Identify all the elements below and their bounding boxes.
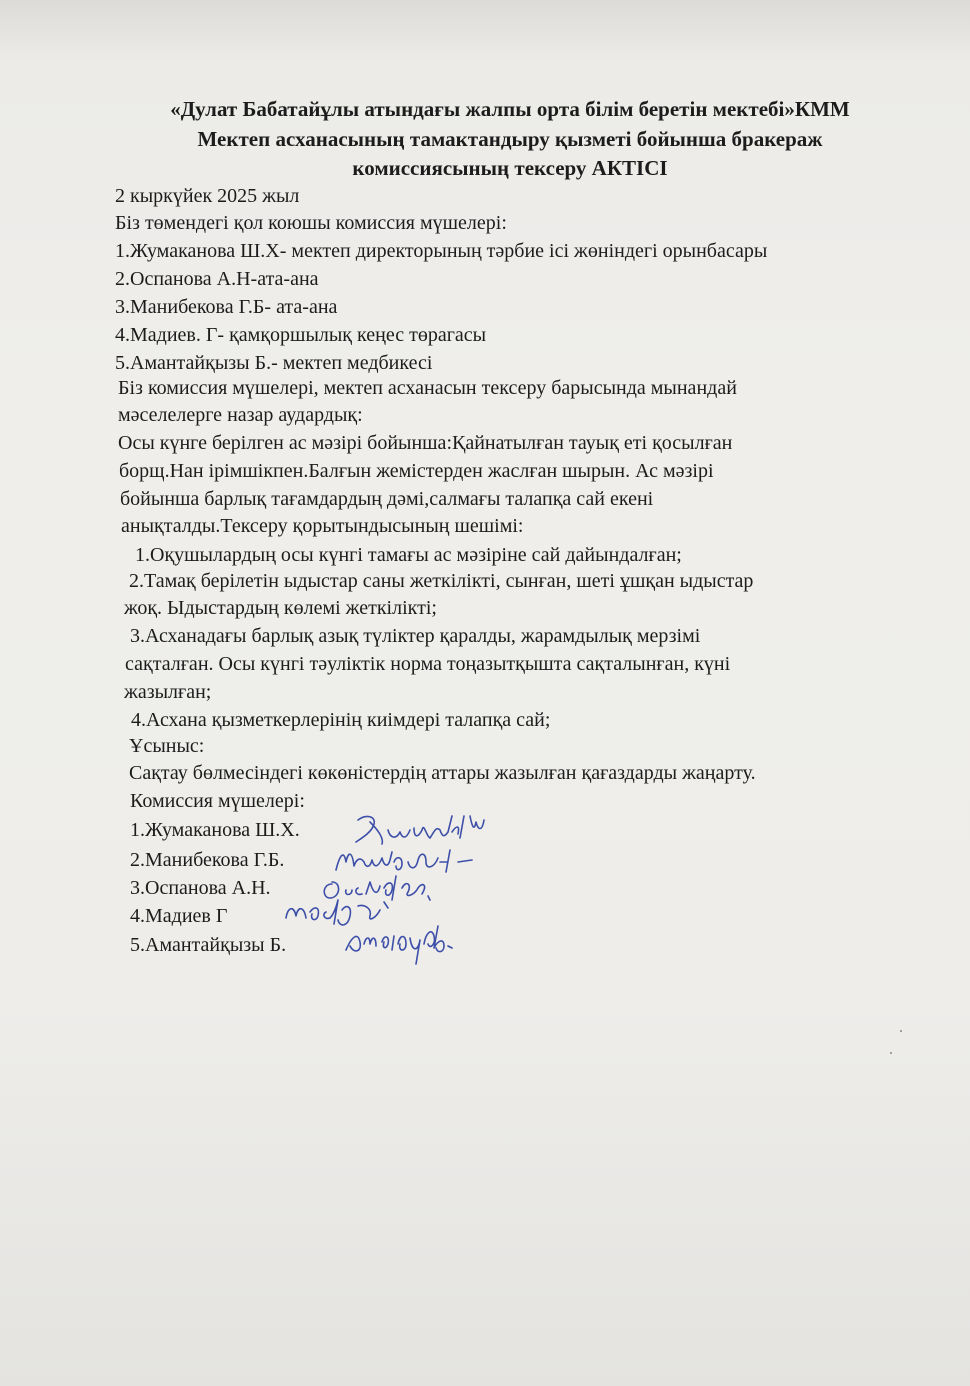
signature-name: 1.Жумаканова Ш.Х. — [130, 819, 300, 841]
finding-line: 4.Асхана қызметкерлерінің киімдері талапқа сай; — [131, 709, 551, 731]
act-date: 2 кыркүйек 2025 жыл — [115, 185, 300, 207]
member-item: 3.Манибекова Г.Б- ата-ана — [115, 296, 338, 318]
members-intro: Біз төмендегі қол коюшы комиссия мүшелері: — [115, 212, 507, 234]
inspection-text-line: анықталды.Тексеру қорытындысының шешімі: — [121, 515, 524, 537]
finding-line: 3.Асханадағы барлық азық түліктер қаралды, жарамдылық мерзімі — [130, 625, 701, 647]
signature-name: 2.Манибекова Г.Б. — [130, 849, 285, 871]
inspection-text-line: борщ.Нан ірімшікпен.Балғын жемістерден жаслған шырын. Ас мәзірі — [119, 460, 714, 482]
inspection-text-line: мәселелерге назар аудардық: — [118, 404, 363, 426]
inspection-text-line: Осы күнге берілген ас мәзірі бойынша:Қайнатылған тауық еті қосылған — [118, 432, 733, 454]
paper-speck — [890, 1052, 892, 1054]
finding-line: 1.Оқушылардың осы күнгі тамағы ас мәзіріне сай дайындалған; — [135, 544, 682, 566]
document-header-institution: «Дулат Бабатайұлы атындағы жалпы орта білім беретін мектебі»КММ — [170, 97, 850, 121]
document-header-subtitle: комиссиясының тексеру АКТІСІ — [352, 156, 668, 180]
proposal-text: Сақтау бөлмесіндегі көкөністердің аттары жазылған қағаздарды жаңарту. — [129, 762, 756, 784]
proposal-heading: Ұсыныс: — [129, 735, 205, 757]
member-item: 2.Оспанова А.Н-ата-ана — [115, 268, 319, 290]
inspection-text-line: бойынша барлық тағамдардың дәмі,салмағы талапқа сай екені — [120, 488, 654, 510]
handwritten-signature — [338, 914, 468, 969]
finding-line: 2.Тамақ берілетін ыдыстар саны жеткілікті, сынған, шеті ұшқан ыдыстар — [129, 570, 754, 592]
signature-name: 4.Мадиев Г — [130, 905, 228, 927]
document-header-title: Мектеп асханасының тамактандыру қызметі бойынша бракераж — [197, 127, 823, 151]
signature-name: 5.Амантайқызы Б. — [130, 934, 287, 956]
paper-speck — [900, 1030, 902, 1032]
member-item: 5.Амантайқызы Б.- мектеп медбикесі — [115, 352, 433, 374]
member-item: 4.Мадиев. Г- қамқоршылық кеңес төрагасы — [115, 324, 487, 346]
finding-line: сақталған. Осы күнгі тәуліктік норма тоңазытқышта сақталынған, күні — [125, 653, 731, 675]
finding-line: жазылған; — [124, 681, 212, 703]
signature-name: 3.Оспанова А.Н. — [130, 877, 271, 899]
member-item: 1.Жумаканова Ш.Х- мектеп директорының тәрбие ісі жөніндегі орынбасары — [115, 240, 768, 262]
inspection-text-line: Біз комиссия мүшелері, мектеп асханасын тексеру барысында мынандай — [118, 377, 737, 399]
finding-line: жоқ. Ыдыстардың көлемі жеткілікті; — [124, 597, 437, 619]
signatures-heading: Комиссия мүшелері: — [130, 790, 305, 812]
